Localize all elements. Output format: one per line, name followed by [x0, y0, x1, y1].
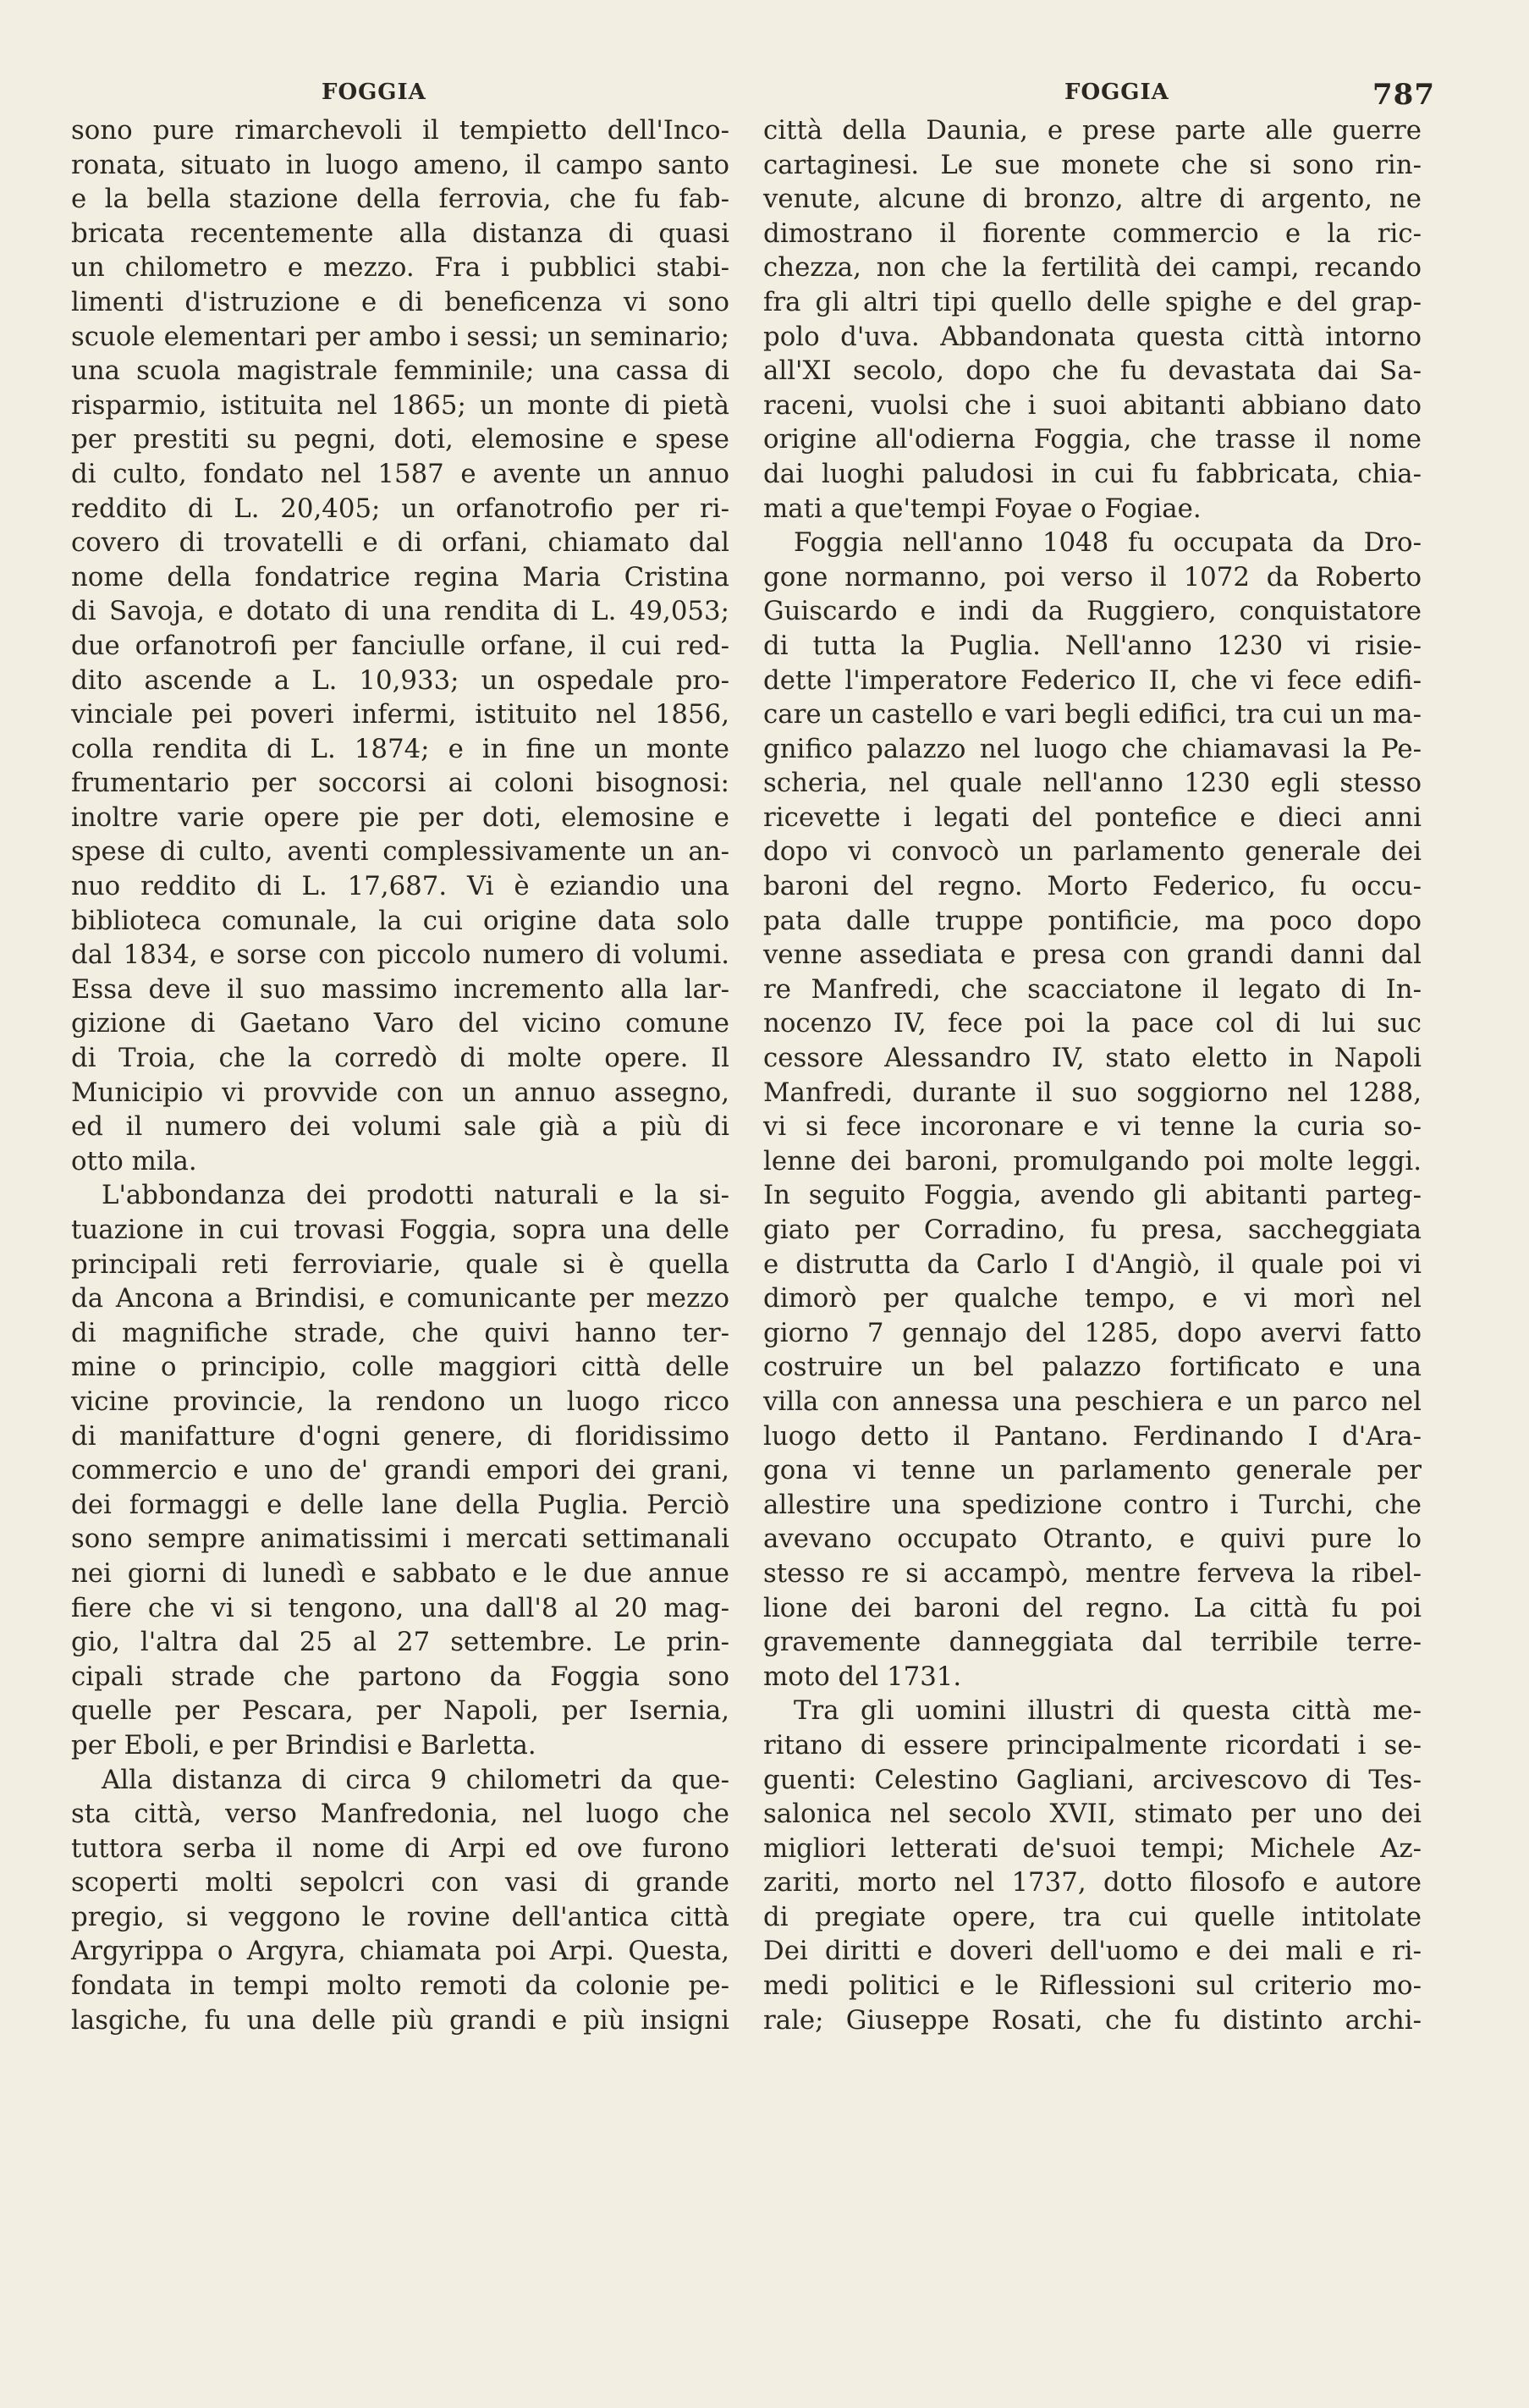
text-line: di tutta la Puglia. Nell'anno 1230 vi risie-	[763, 630, 1422, 661]
text-line: giorno 7 gennajo del 1285, dopo avervi fatto	[763, 1317, 1422, 1348]
text-line: zariti, morto nel 1737, dotto filosofo e autore	[763, 1867, 1422, 1898]
text-line: e la bella stazione della ferrovia, che fu fab-	[71, 184, 729, 215]
text-line: fra gli altri tipi quello delle spighe e del grap-	[763, 286, 1422, 317]
text-line: giato per Corradino, fu presa, saccheggiata	[763, 1215, 1422, 1245]
text-line: bricata recentemente alla distanza di quasi	[71, 218, 729, 249]
text-line: Guiscardo e indi da Ruggiero, conquistatore	[763, 596, 1422, 627]
text-line: villa con annessa una peschiera e un parco nel	[763, 1386, 1422, 1417]
text-line: frumentario per soccorsi ai coloni bisognosi:	[71, 768, 729, 799]
text-line: ed il numero dei volumi sale già a più di	[71, 1111, 729, 1143]
text-line: per Eboli, e per Brindisi e Barletta.	[71, 1729, 536, 1761]
text-line: limenti d'istruzione e di beneficenza vi sono	[71, 286, 729, 317]
text-line: all'XI secolo, dopo che fu devastata dai Sa-	[763, 355, 1422, 387]
text-line: medi politici e le Riflessioni sul criterio mo-	[763, 1970, 1422, 2002]
text-line: quelle per Pescara, per Napoli, per Isernia,	[71, 1695, 729, 1727]
text-line: gravemente danneggiata dal terribile terre-	[763, 1627, 1422, 1658]
text-line: origine all'odierna Foggia, che trasse il nome	[763, 424, 1422, 455]
text-line: lione dei baroni del regno. La città fu poi	[763, 1592, 1422, 1623]
text-line: nuo reddito di L. 17,687. Vi è eziandio una	[71, 871, 729, 902]
text-line: sta città, verso Manfredonia, nel luogo che	[71, 1799, 729, 1830]
text-line: polo d'uva. Abbandonata questa città intorno	[763, 321, 1422, 352]
text-line: tuttora serba il nome di Arpi ed ove furono	[71, 1832, 729, 1864]
text-line: tuazione in cui trovasi Foggia, sopra una delle	[71, 1215, 729, 1245]
text-line: dai luoghi paludosi in cui fu fabbricata, chia-	[763, 458, 1422, 489]
text-line: ritano di essere principalmente ricordati i se-	[763, 1729, 1422, 1761]
text-line: Foggia nell'anno 1048 fu occupata da Dro-	[794, 527, 1422, 559]
text-line: un chilometro e mezzo. Fra i pubblici stabi-	[71, 252, 729, 284]
left-column	[71, 113, 729, 2037]
text-line: mine o principio, colle maggiori città delle	[71, 1352, 729, 1383]
text-line: Essa deve il suo massimo incremento alla lar-	[71, 973, 729, 1005]
text-line: gnifico palazzo nel luogo che chiamavasi la Pe-	[763, 733, 1422, 764]
text-line: covero di trovatelli e di orfani, chiamato dal	[71, 527, 729, 559]
text-line: di Troia, che la corredò di molte opere. Il	[71, 1043, 729, 1074]
text-line: di Savoja, e dotato di una rendita di L. 49,053;	[71, 596, 729, 627]
text-line: risparmio, istituita nel 1865; un monte di pietà	[71, 389, 729, 421]
text-line: scheria, nel quale nell'anno 1230 egli stesso	[763, 768, 1422, 799]
text-line: fiere che vi si tengono, una dall'8 al 20 mag-	[71, 1592, 729, 1623]
text-line: dei formaggi e delle lane della Puglia. Perciò	[71, 1489, 729, 1520]
text-line: Manfredi, durante il suo soggiorno nel 1288,	[763, 1077, 1422, 1108]
text-line: pata dalle truppe pontificie, ma poco dopo	[763, 905, 1422, 936]
text-line: Tra gli uomini illustri di questa città me-	[794, 1695, 1422, 1727]
text-line: dito ascende a L. 10,933; un ospedale pro-	[71, 664, 729, 696]
text-line: Dei diritti e doveri dell'uomo e dei mali e ri-	[763, 1936, 1422, 1967]
text-line: cipali strade che partono da Foggia sono	[71, 1661, 729, 1692]
text-line: sono pure rimarchevoli il tempietto dell'Inco-	[71, 115, 729, 146]
text-line: chezza, non che la fertilità dei campi, recando	[763, 252, 1422, 284]
text-line: In seguito Foggia, avendo gli abitanti parteg-	[763, 1180, 1422, 1211]
text-line: venne assediata e presa con grandi danni dal	[763, 940, 1422, 971]
text-line: care un castello e vari begli edifici, tra cui un ma-	[763, 699, 1422, 730]
text-line: venute, alcune di bronzo, altre di argento, ne	[763, 184, 1422, 215]
text-line: di culto, fondato nel 1587 e avente un annuo	[71, 458, 729, 489]
text-line: nome della fondatrice regina Maria Cristina	[71, 561, 729, 592]
text-line: fondata in tempi molto remoti da colonie pe-	[71, 1970, 729, 2002]
text-line: dal 1834, e sorse con piccolo numero di volumi.	[71, 940, 729, 971]
text-line: spese di culto, aventi complessivamente un an-	[71, 836, 729, 868]
text-line: gio, l'altra dal 25 al 27 settembre. Le prin-	[71, 1627, 729, 1658]
text-line: lasgiche, fu una delle più grandi e più insigni	[71, 2004, 729, 2036]
text-line: città della Daunia, e prese parte alle guerre	[763, 115, 1422, 146]
text-line: Alla distanza di circa 9 chilometri da que-	[102, 1764, 729, 1795]
text-line: ronata, situato in luogo ameno, il campo santo	[71, 149, 729, 180]
text-line: dimorò per qualche tempo, e vi morì nel	[763, 1283, 1422, 1314]
text-line: raceni, vuolsi che i suoi abitanti abbiano dato	[763, 389, 1422, 421]
text-line: costruire un bel palazzo fortificato e una	[763, 1352, 1422, 1383]
text-line: principali reti ferroviarie, quale si è quella	[71, 1248, 729, 1280]
text-line: pregio, si veggono le rovine dell'antica città	[71, 1901, 729, 1932]
text-line: dopo vi convocò un parlamento generale dei	[763, 836, 1422, 868]
running-header-left: FOGGIA	[322, 80, 426, 105]
text-line: lenne dei baroni, promulgando poi molte leggi.	[763, 1145, 1422, 1176]
page-number: 787	[1372, 78, 1435, 112]
text-line: avevano occupato Otranto, e quivi pure lo	[763, 1524, 1422, 1555]
text-line: reddito di L. 20,405; un orfanotrofio per ri-	[71, 493, 729, 524]
text-line: gone normanno, poi verso il 1072 da Roberto	[763, 561, 1422, 592]
text-line: nei giorni di lunedì e sabbato e le due annue	[71, 1557, 729, 1589]
text-line: due orfanotrofi per fanciulle orfane, il cui red-	[71, 630, 729, 661]
text-line: baroni del regno. Morto Federico, fu occu-	[763, 871, 1422, 902]
text-line: una scuola magistrale femminile; una cassa di	[71, 355, 729, 387]
text-line: colla rendita di L. 1874; e in fine un monte	[71, 733, 729, 764]
text-line: da Ancona a Brindisi, e comunicante per mezzo	[71, 1283, 729, 1314]
text-line: scoperti molti sepolcri con vasi di grande	[71, 1867, 729, 1898]
text-line: nocenzo IV, fece poi la pace col di lui suc	[763, 1008, 1422, 1039]
right-column	[763, 113, 1422, 2037]
text-line: di manifatture d'ogni genere, di floridissimo	[71, 1420, 729, 1452]
text-line: vicine provincie, la rendono un luogo ricco	[71, 1386, 729, 1417]
text-line: migliori letterati de'suoi tempi; Michele Az-	[763, 1832, 1422, 1864]
text-line: re Manfredi, che scacciatone il legato di In-	[763, 973, 1422, 1005]
running-header-right: FOGGIA	[1064, 80, 1169, 105]
text-line: mati a que'tempi Foyae o Fogiae.	[763, 493, 1202, 524]
text-line: vinciale pei poveri infermi, istituito nel 1856,	[71, 699, 729, 730]
text-line: allestire una spedizione contro i Turchi, che	[763, 1489, 1422, 1520]
text-line: cessore Alessandro IV, stato eletto in Napoli	[763, 1043, 1422, 1074]
text-line: gona vi tenne un parlamento generale per	[763, 1455, 1422, 1486]
text-line: gizione di Gaetano Varo del vicino comune	[71, 1008, 729, 1039]
text-line: ricevette i legati del pontefice e dieci anni	[763, 802, 1422, 833]
text-line: commercio e uno de' grandi empori dei grani,	[71, 1455, 729, 1486]
text-line: cartaginesi. Le sue monete che si sono rin-	[763, 149, 1422, 180]
text-line: per prestiti su pegni, doti, elemosine e spese	[71, 424, 729, 455]
text-line: biblioteca comunale, la cui origine data solo	[71, 905, 729, 936]
text-line: stesso re si accampò, mentre ferveva la ribel-	[763, 1557, 1422, 1589]
text-line: di magnifiche strade, che quivi hanno ter-	[71, 1317, 729, 1348]
text-line: moto del 1731.	[763, 1661, 962, 1692]
text-line: salonica nel secolo XVII, stimato per uno dei	[763, 1799, 1422, 1830]
text-line: rale; Giuseppe Rosati, che fu distinto archi-	[763, 2004, 1422, 2036]
text-line: di pregiate opere, tra cui quelle intitolate	[763, 1901, 1422, 1932]
text-line: L'abbondanza dei prodotti naturali e la si-	[102, 1180, 729, 1211]
text-line: inoltre varie opere pie per doti, elemosine e	[71, 802, 729, 833]
text-line: Municipio vi provvide con un annuo assegno,	[71, 1077, 729, 1108]
text-line: otto mila.	[71, 1145, 197, 1176]
text-line: luogo detto il Pantano. Ferdinando I d'Ara-	[763, 1420, 1422, 1452]
text-line: vi si fece incoronare e vi tenne la curia so-	[763, 1111, 1422, 1143]
text-line: e distrutta da Carlo I d'Angiò, il quale poi vi	[763, 1248, 1422, 1280]
text-line: sono sempre animatissimi i mercati settimanali	[71, 1524, 729, 1555]
text-line: guenti: Celestino Gagliani, arcivescovo di Tes-	[763, 1764, 1422, 1795]
text-line: Argyrippa o Argyra, chiamata poi Arpi. Questa,	[71, 1936, 729, 1967]
text-line: dette l'imperatore Federico II, che vi fece edifi-	[763, 664, 1422, 696]
text-line: dimostrano il fiorente commercio e la ric-	[763, 218, 1422, 249]
text-line: scuole elementari per ambo i sessi; un seminario;	[71, 321, 729, 352]
